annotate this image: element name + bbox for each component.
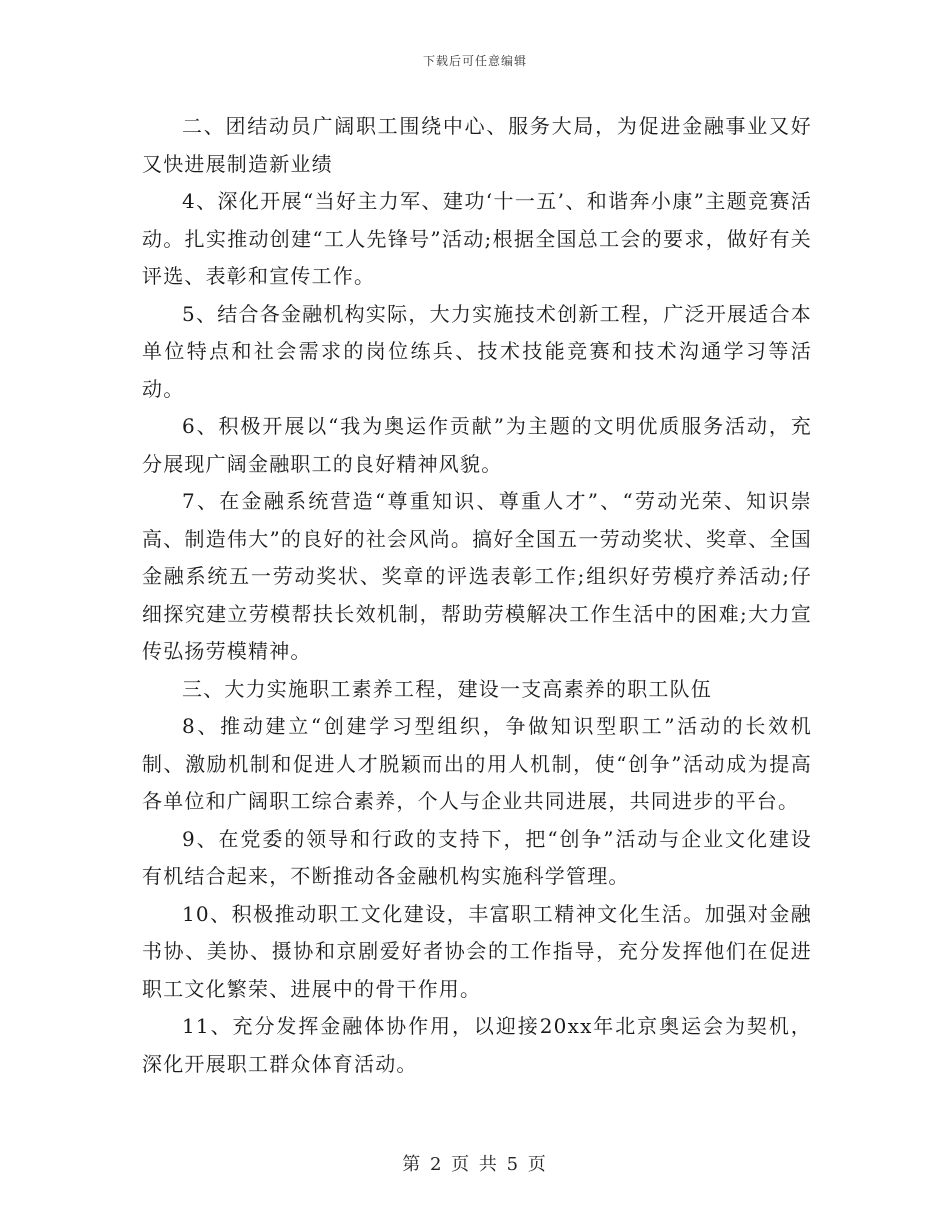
page-number-footer: 第 2 页 共 5 页 (402, 1154, 548, 1175)
paragraph-item-11: 11、充分发挥金融体协作用，以迎接20xx年北京奥运会为契机，深化开展职工群众体育活动。 (142, 1014, 812, 1076)
paragraph-section-three-heading: 三、大力实施职工素养工程，建设一支高素养的职工队伍 (182, 676, 712, 701)
paragraph-item-4: 4、深化开展“当好主力军、建功‘十一五’、和谐奔小康”主题竞赛活动。扎实推动创建“工人先锋号”活动;根据全国总工会的要求，做好有关评选、表彰和宣传工作。 (142, 189, 812, 288)
paragraph-section-two-heading: 二、团结动员广阔职工围绕中心、服务大局，为促进金融事业又好又快进展制造新业绩 (142, 114, 812, 176)
paragraph-item-10: 10、积极推动职工文化建设，丰富职工精神文化生活。加强对金融书协、美协、摄协和京剧爱好者协会的工作指导，充分发挥他们在促进职工文化繁荣、进展中的骨干作用。 (142, 901, 812, 1001)
paragraph-item-5: 5、结合各金融机构实际，大力实施技术创新工程，广泛开展适合本单位特点和社会需求的岗位练兵、技术技能竞赛和技术沟通学习等活动。 (142, 301, 812, 401)
document-body (142, 108, 812, 1083)
page-header: 下载后可任意编辑 (422, 54, 527, 68)
paragraph-item-6: 6、积极开展以“我为奥运作贡献”为主题的文明优质服务活动，充分展现广阔金融职工的良好精神风貌。 (142, 414, 812, 476)
paragraph-item-9: 9、在党委的领导和行政的支持下，把“创争”活动与企业文化建设有机结合起来，不断推动各金融机构实施科学管理。 (142, 826, 812, 888)
paragraph-item-8: 8、推动建立“创建学习型组织，争做知识型职工”活动的长效机制、激励机制和促进人才脱颖而出的用人机制，使“创争”活动成为提高各单位和广阔职工综合素养，个人与企业共同进展，共同进步的平台。 (142, 714, 812, 813)
paragraph-item-7: 7、在金融系统营造“尊重知识、尊重人才”、“劳动光荣、知识崇高、制造伟大”的良好的社会风尚。搞好全国五一劳动奖状、奖章、全国金融系统五一劳动奖状、奖章的评选表彰工作;组织好劳模疗养活动;仔细探究建立劳模帮扶长效机制，帮助劳模解决工作生活中的困难;大力宣传弘扬劳模精神。 (142, 489, 812, 663)
